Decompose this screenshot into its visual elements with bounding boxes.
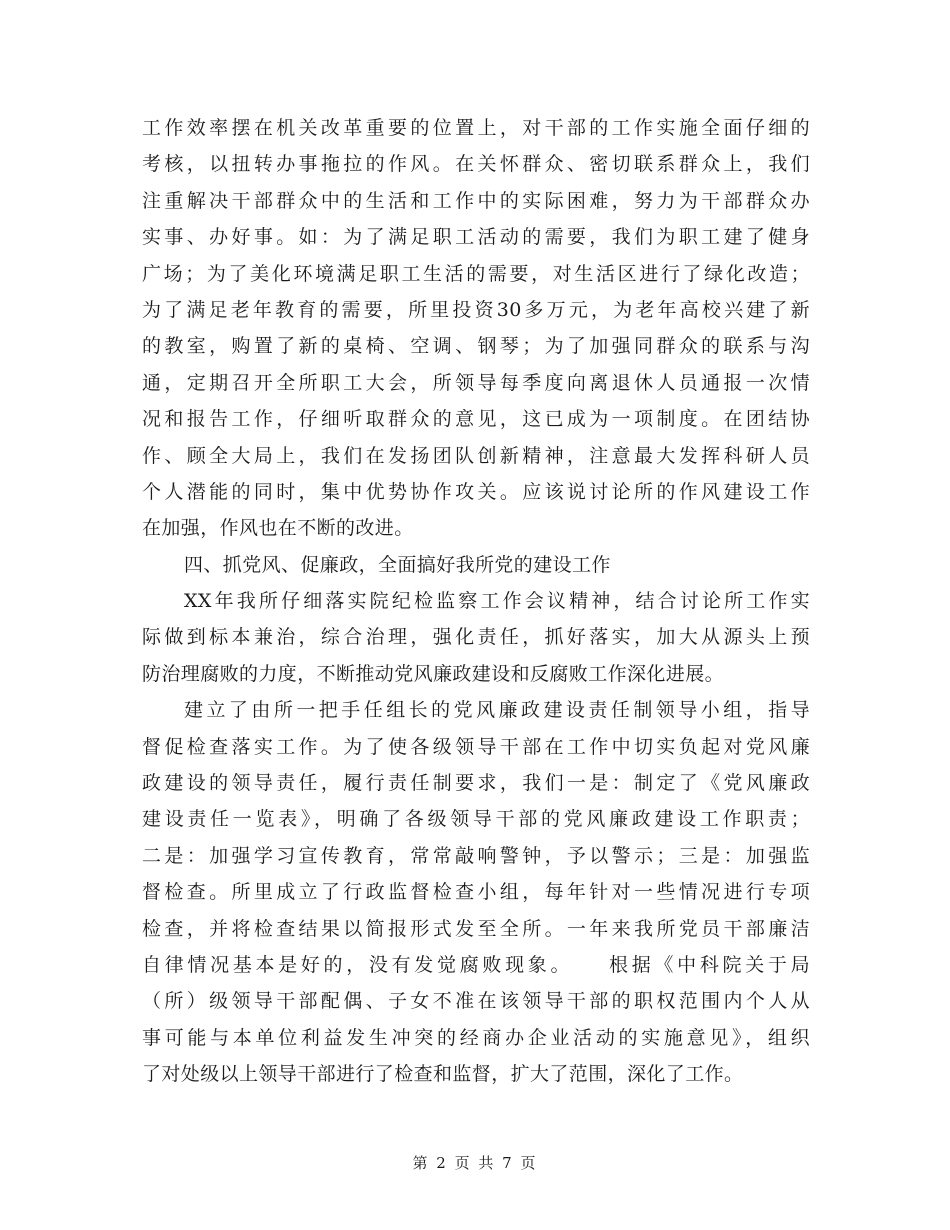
text-line: 自律情况基本是好的，没有发觉腐败现象。 根据《中科院关于局 (142, 953, 810, 976)
text-line: 事可能与本单位利益发生冲突的经商办企业活动的实施意见》，组织 (142, 1026, 810, 1049)
text-line: 的教室，购置了新的桌椅、空调、钢琴；为了加强同群众的联系与沟 (142, 335, 810, 358)
text-line: 督促检查落实工作。为了使各级领导干部在工作中切实负起对党风廉 (142, 735, 810, 758)
text-line: 防治理腐败的力度，不断推动党风廉政建设和反腐败工作深化进展。 (142, 662, 725, 685)
section-heading: 四、抓党风、促廉政，全面搞好我所党的建设工作 (184, 553, 611, 576)
text-line: 在加强，作风也在不断的改进。 (142, 517, 414, 540)
text-line: 考核，以扭转办事拖拉的作风。在关怀群众、密切联系群众上，我们 (142, 153, 810, 176)
text-line: （所）级领导干部配偶、子女不准在该领导干部的职权范围内个人从 (142, 990, 810, 1013)
text-line: 为了满足老年教育的需要，所里投资30多万元，为老年高校兴建了新 (142, 298, 810, 321)
text-line: XX年我所仔细落实院纪检监察工作会议精神，结合讨论所工作实 (184, 590, 810, 613)
text-line: 工作效率摆在机关改革重要的位置上，对干部的工作实施全面仔细的 (142, 117, 810, 139)
text-line: 了对处级以上领导干部进行了检查和监督，扩大了范围，深化了工作。 (142, 1063, 744, 1086)
text-line: 际做到标本兼治，综合治理，强化责任，抓好落实，加大从源头上预 (142, 626, 810, 649)
page-number: 第 2 页 共 7 页 (412, 1154, 538, 1172)
text-line: 作、顾全大局上，我们在发扬团队创新精神，注意最大发挥科研人员 (142, 444, 810, 467)
text-line: 个人潜能的同时，集中优势协作攻关。应该说讨论所的作风建设工作 (142, 480, 810, 503)
text-line: 政建设的领导责任，履行责任制要求，我们一是：制定了《党风廉政 (142, 772, 810, 795)
text-line: 广场；为了美化环境满足职工生活的需要，对生活区进行了绿化改造； (142, 262, 810, 285)
text-line: 建设责任一览表》，明确了各级领导干部的党风廉政建设工作职责； (142, 808, 810, 831)
text-line: 通，定期召开全所职工大会，所领导每季度向离退休人员通报一次情 (142, 371, 810, 394)
text-line: 建立了由所一把手任组长的党风廉政建设责任制领导小组，指导 (184, 699, 810, 722)
text-line: 检查，并将检查结果以简报形式发至全所。一年来我所党员干部廉洁 (142, 917, 810, 940)
text-line: 注重解决干部群众中的生活和工作中的实际困难，努力为干部群众办 (142, 189, 810, 212)
text-line: 实事、办好事。如：为了满足职工活动的需要，我们为职工建了健身 (142, 226, 810, 249)
text-line: 二是：加强学习宣传教育，常常敲响警钟，予以警示；三是：加强监 (142, 844, 810, 867)
document-body (142, 110, 810, 1093)
text-line: 督检查。所里成立了行政监督检查小组，每年针对一些情况进行专项 (142, 881, 810, 904)
text-line: 况和报告工作，仔细听取群众的意见，这已成为一项制度。在团结协 (142, 408, 810, 431)
